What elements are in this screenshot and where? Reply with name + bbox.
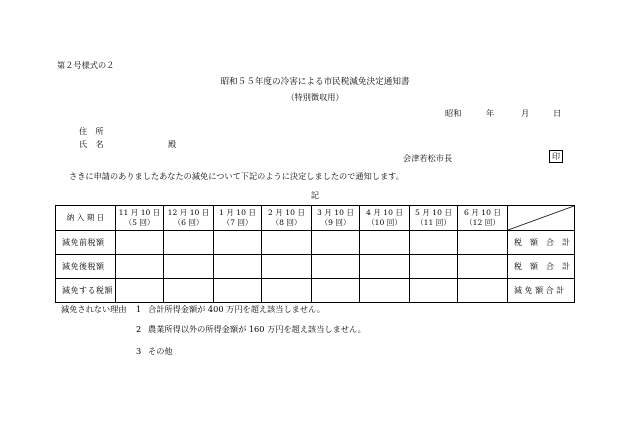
amount-cell	[360, 231, 410, 255]
amount-cell	[360, 279, 410, 303]
reason-text: 農業所得以外の所得金額が 160 万円を超え該当しません。	[148, 324, 366, 334]
amount-cell	[116, 279, 164, 303]
amount-cell	[262, 279, 312, 303]
amount-cell	[312, 231, 360, 255]
column-header	[360, 206, 410, 231]
column-times: （11 回）	[416, 218, 451, 227]
reason-number: 2	[136, 324, 142, 334]
amount-cell	[458, 255, 508, 279]
amount-cell	[458, 231, 508, 255]
column-date: 11 月 10 日	[118, 208, 161, 217]
date-era: 昭和	[445, 108, 462, 118]
diagonal-cell	[508, 206, 575, 231]
reasons-heading: 減免されない理由	[61, 304, 127, 314]
column-date: 2 月 10 日	[268, 208, 305, 217]
tax-table	[55, 205, 575, 303]
row-total-label: 税 額 合 計	[508, 231, 575, 255]
column-date: 3 月 10 日	[317, 208, 354, 217]
row-total-label: 減 免 額 合 計	[508, 279, 575, 303]
amount-cell	[214, 231, 262, 255]
address-label: 住 所	[79, 126, 104, 136]
reason-text: 合計所得金額が 400 万円を超え該当しません。	[148, 304, 325, 314]
amount-cell	[214, 255, 262, 279]
amount-cell	[410, 279, 458, 303]
amount-cell	[116, 231, 164, 255]
amount-cell	[164, 255, 214, 279]
amount-cell	[164, 231, 214, 255]
column-header	[164, 206, 214, 231]
column-times: （5 回）	[124, 218, 155, 227]
column-times: （8 回）	[271, 218, 302, 227]
column-date: 1 月 10 日	[219, 208, 256, 217]
column-times: （7 回）	[222, 218, 253, 227]
amount-cell	[410, 231, 458, 255]
row-total-label: 税 額 合 計	[508, 255, 575, 279]
column-header	[410, 206, 458, 231]
column-header	[458, 206, 508, 231]
form-number: 第２号様式の２	[57, 60, 115, 70]
amount-cell	[360, 255, 410, 279]
column-header	[262, 206, 312, 231]
amount-cell	[458, 279, 508, 303]
header-row	[56, 206, 575, 231]
notice-body: さきに申請のありましたあなたの減免について下記のように決定しましたので通知します。	[69, 171, 404, 181]
amount-cell	[214, 279, 262, 303]
column-times: （10 回）	[367, 218, 402, 227]
table-row	[56, 231, 575, 255]
column-date: 4 月 10 日	[366, 208, 403, 217]
column-date: 12 月 10 日	[167, 208, 210, 217]
ki-heading: 記	[310, 190, 320, 200]
column-times: （6 回）	[173, 218, 204, 227]
name-label: 氏 名	[79, 139, 104, 149]
column-date: 5 月 10 日	[415, 208, 452, 217]
document-subtitle: （特別徴収用）	[286, 92, 344, 102]
amount-cell	[312, 255, 360, 279]
amount-cell	[116, 255, 164, 279]
date-month: 月	[521, 108, 530, 118]
column-header	[116, 206, 164, 231]
amount-cell	[262, 255, 312, 279]
row-label: 減免後税額	[56, 255, 116, 279]
document-title: 昭和５５年度の冷害による市民税減免決定通知書	[220, 77, 410, 87]
reason-text: その他	[148, 346, 173, 356]
amount-cell	[262, 231, 312, 255]
payment-date-label: 納 入 期 日	[56, 206, 116, 231]
date-day: 日	[553, 108, 562, 118]
amount-cell	[164, 279, 214, 303]
date-year: 年	[486, 108, 495, 118]
column-date: 6 月 10 日	[464, 208, 501, 217]
table-row	[56, 255, 575, 279]
diagonal-line	[508, 206, 574, 230]
column-times: （9 回）	[320, 218, 351, 227]
column-header	[312, 206, 360, 231]
table-row	[56, 279, 575, 303]
issuer-mayor: 会津若松市長	[403, 153, 453, 163]
amount-cell	[312, 279, 360, 303]
reason-number: 1	[136, 304, 142, 314]
reason-number: 3	[136, 346, 142, 356]
column-header	[214, 206, 262, 231]
honorific: 殿	[168, 139, 177, 149]
column-times: （12 回）	[465, 218, 500, 227]
row-label: 減免前税額	[56, 231, 116, 255]
seal-stamp: 印	[549, 150, 563, 163]
row-label: 減免する税額	[56, 279, 116, 303]
amount-cell	[410, 255, 458, 279]
